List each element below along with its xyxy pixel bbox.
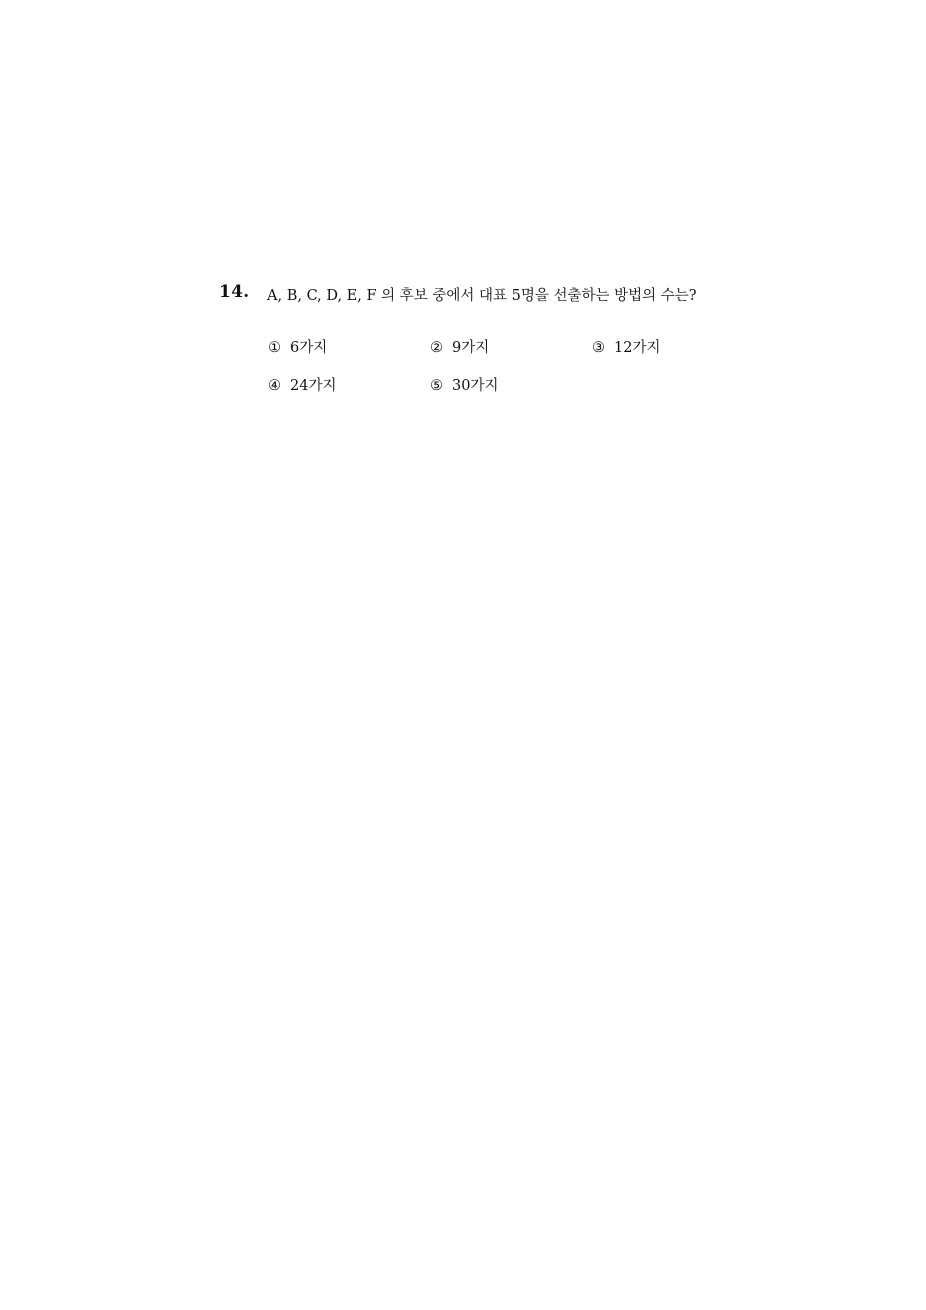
answer-choice-4[interactable] [268, 374, 336, 395]
choice-label: 6가지 [290, 340, 328, 356]
answer-choice-2[interactable] [430, 336, 489, 357]
choice-label: 24가지 [290, 378, 337, 394]
choice-marker: ② [430, 340, 443, 356]
choice-marker: ③ [592, 340, 605, 356]
choice-marker: ① [268, 340, 281, 356]
choice-marker: ④ [268, 378, 281, 394]
choice-label: 30가지 [452, 378, 499, 394]
question-text: A, B, C, D, E, F 의 후보 중에서 대표 5명을 선출하는 방법의 수는? [267, 288, 697, 304]
question-number: 14. [219, 282, 250, 302]
choice-label: 12가지 [614, 340, 661, 356]
choice-label: 9가지 [452, 340, 490, 356]
answer-choice-1[interactable] [268, 336, 327, 357]
answer-choice-3[interactable] [592, 336, 660, 357]
choice-marker: ⑤ [430, 378, 443, 394]
answer-choice-5[interactable] [430, 374, 498, 395]
